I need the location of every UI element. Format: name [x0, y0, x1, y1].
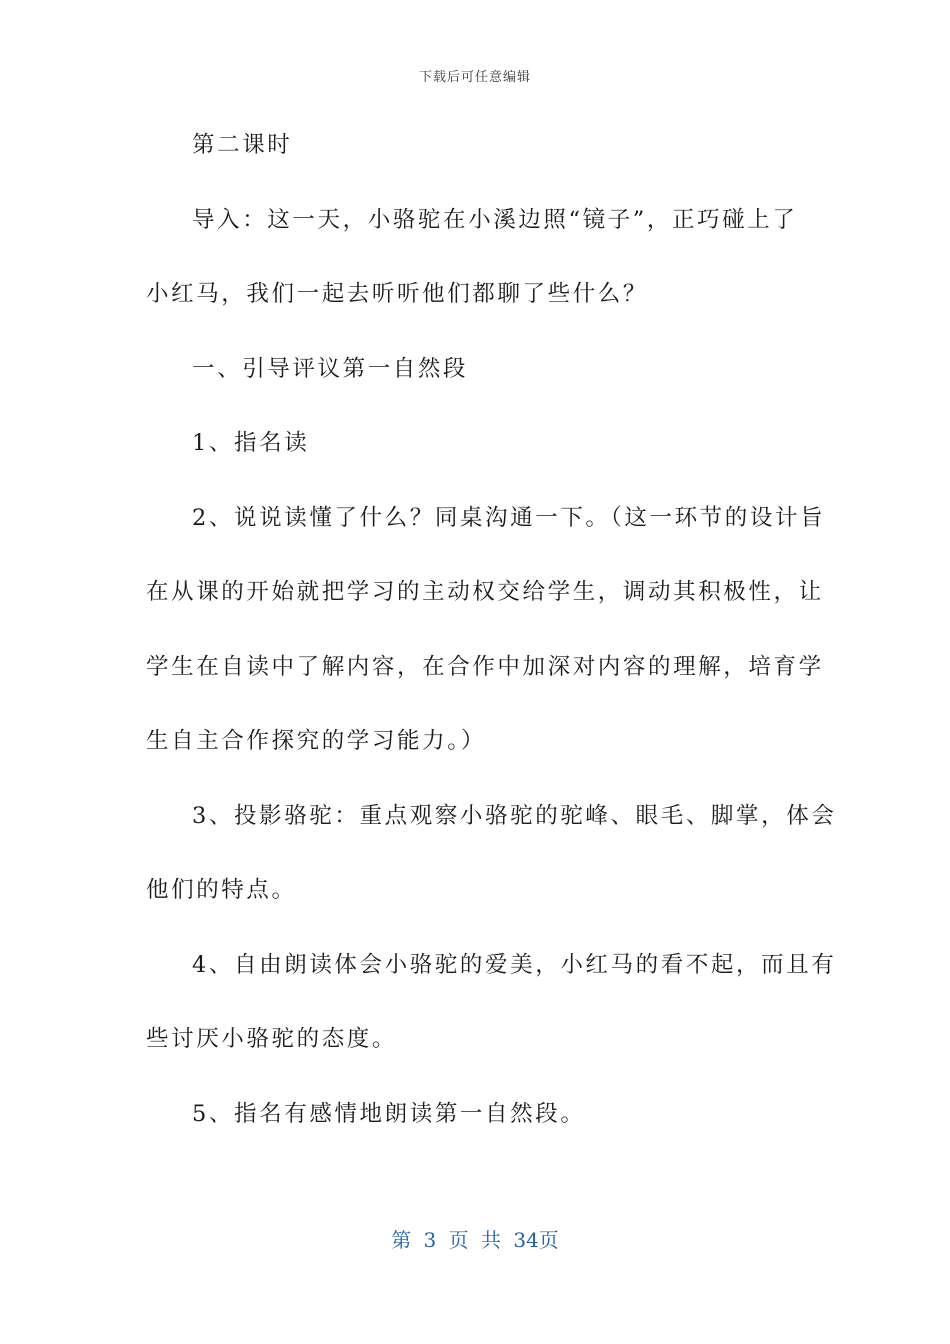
section-title: 第二课时 [192, 132, 293, 158]
list-item: 5、指名有感情地朗读第一自然段。 [192, 1100, 586, 1127]
document-body [146, 118, 837, 1161]
paragraph-line: 他们的特点。 [146, 877, 297, 903]
paragraph-line: 小红马，我们一起去听听他们都聊了些什么？ [146, 281, 649, 307]
paragraph-line: 在从课的开始就把学习的主动权交给学生，调动其积极性，让 [146, 579, 824, 605]
list-item: 3、投影骆驼：重点观察小骆驼的驼峰、眼毛、脚掌，体会 [192, 802, 837, 829]
list-item: 4、自由朗读体会小骆驼的爱美，小红马的看不起，而且有 [192, 951, 837, 978]
paragraph-line: 些讨厌小骆驼的态度。 [146, 1026, 398, 1052]
paragraph-line: 学生在自读中了解内容，在合作中加深对内容的理解，培育学 [146, 653, 824, 680]
list-item: 1、指名读 [192, 430, 310, 456]
paragraph-line: 导入：这一天，小骆驼在小溪边照“镜子”，正巧碰上了 [192, 206, 798, 233]
section-heading: 一、引导评议第一自然段 [192, 355, 469, 382]
paragraph-line: 生自主合作探究的学习能力。） [146, 728, 487, 754]
page-footer: 第 3 页 共 34页 [391, 1228, 559, 1252]
page-header: 下载后可任意编辑 [418, 70, 531, 85]
list-item: 2、说说读懂了什么？同桌沟通一下。（这一环节的设计旨 [192, 504, 826, 531]
